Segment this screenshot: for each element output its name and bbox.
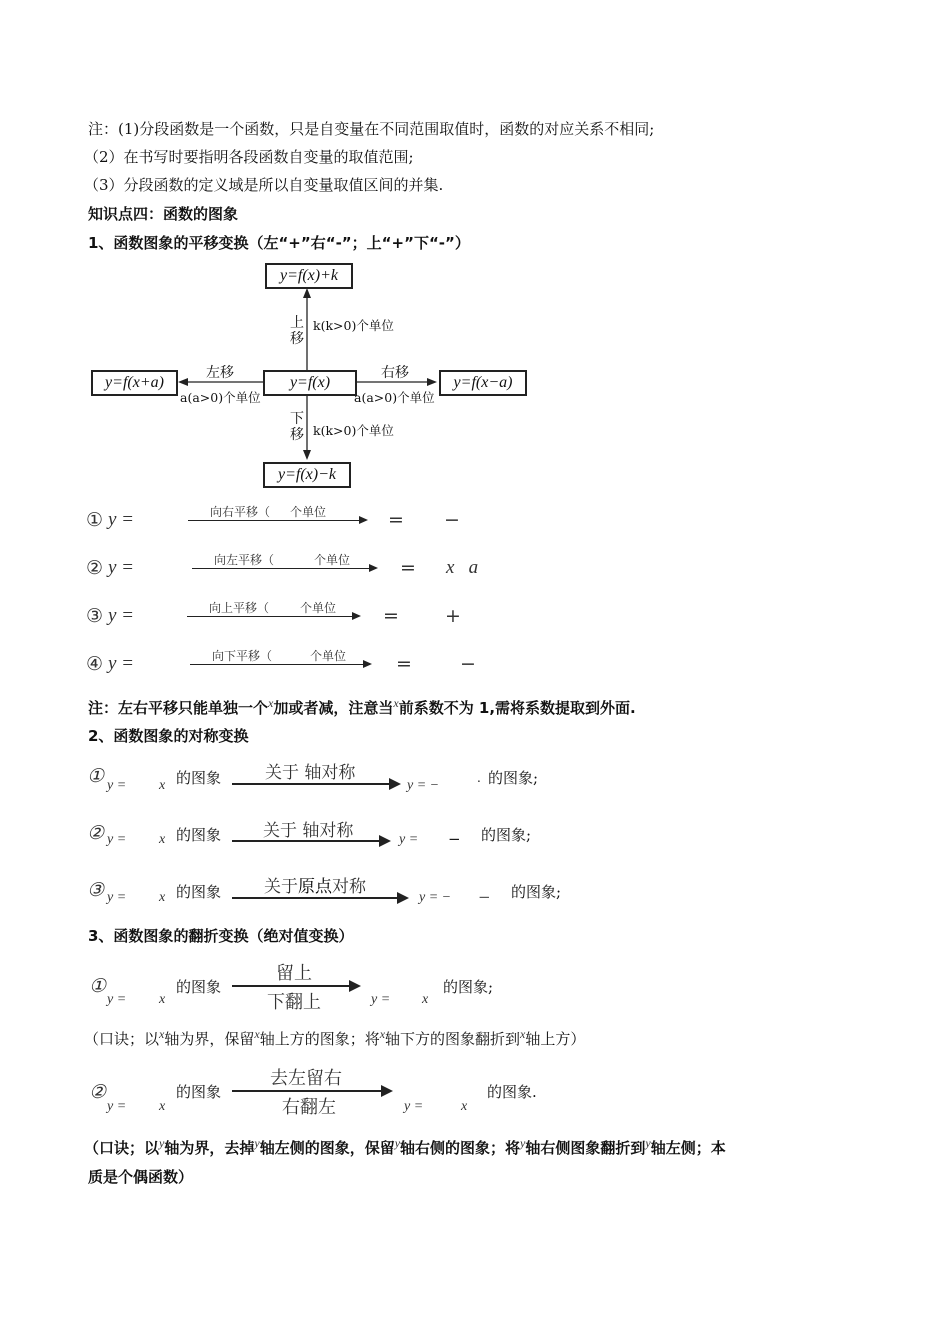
row-eq: = [383,605,399,627]
arrow [187,616,359,617]
fold-2-note [84,1136,726,1158]
row-graph: 的图象 [176,978,222,996]
row-graph: 的图象 [176,883,222,901]
arrow-bottom-label: 下翻上 [267,992,321,1013]
down-char-2: 移 [290,427,304,443]
row-x: x [159,890,166,905]
box-top: y=f(x)+k [265,263,353,289]
row-number: ② [86,557,104,579]
row-lhs: y = [107,778,127,793]
row-lhs: y = [107,832,127,847]
row-rhs: y = − [407,778,440,793]
arrow [232,897,406,899]
row-lhs: y = [107,992,127,1007]
shift-note-c: 前系数不为 1,需将系数提取到外面. [398,699,636,717]
row-rhs: y = [404,1099,424,1114]
arrow-label-b: 个单位 [290,505,327,519]
arrow [192,568,376,569]
arrow [232,840,388,842]
right-word: 右移 [381,365,409,381]
shift-note [88,696,636,718]
row-x: x [159,832,166,847]
row-number: ④ [86,653,104,675]
arrow [188,520,366,521]
arrow-label-a: 向下平移（ [212,649,273,663]
fold-1-note [84,1027,585,1049]
arrow-top-label: 留上 [276,963,312,984]
row-number: ② [87,823,105,844]
box-center: y=f(x) [263,370,357,396]
row-lhs: y = [108,605,135,626]
subsection-1-title: 1、函数图象的平移变换（左“+”右“-”；上“+”下“-”） [88,234,470,252]
shift-note-x1: x [268,696,274,710]
row-number: ① [87,766,105,787]
note-x1: x [159,1027,165,1041]
note-d: 轴下方的图象翻折到 [385,1030,521,1048]
row-lhs: y = [107,1099,127,1114]
up-char-1: 上 [290,315,304,331]
row-graph: 的图象 [176,826,222,844]
note-e: 轴上方） [525,1030,586,1048]
note-x2: x [254,1027,260,1041]
note-x4: x [520,1027,526,1041]
row-eq: = [396,653,412,675]
row-tail: 的图象; [481,826,532,844]
left-word: 左移 [206,365,234,381]
note-x3: x [379,1027,386,1041]
note-y1: y [159,1136,165,1150]
note-b: 轴为界，保留 [164,1030,255,1048]
note-c: 轴上方的图象；将 [259,1030,380,1048]
arrow [232,985,358,987]
row-graph: 的图象 [176,1083,222,1101]
subsection-3-title: 3、函数图象的翻折变换（绝对值变换） [88,927,354,945]
section-title: 知识点四：函数的图象 [88,205,239,223]
arrow [232,1090,390,1092]
row-rhs: y = [371,992,391,1007]
row-tail: 的图象; [488,769,539,787]
down-char-1: 下 [290,411,304,427]
row-tail: − [444,509,460,531]
note-a: （口诀；以 [84,1030,160,1048]
note-a: （口诀；以 [84,1139,160,1157]
row-dash: − [478,888,491,906]
diagram-arrows [0,0,950,500]
arrow-label-b: 个单位 [310,649,347,663]
row-rhs: y = [399,832,419,847]
up-char-2: 移 [290,331,304,347]
right-condition: a(a>0)个单位 [354,390,435,405]
row-tail: + [445,605,461,627]
left-condition: a(a>0)个单位 [180,390,261,405]
arrow-top-label: 去左留右 [270,1068,342,1089]
arrow-label-b: 个单位 [300,601,337,615]
row-lhs: y = [108,653,135,674]
label-about: 关于 [264,877,298,897]
row-number: ③ [86,605,104,627]
row-graph: 的图象 [176,769,222,787]
row-tail: 的图象. [487,1083,537,1101]
arrow [190,664,370,665]
box-left: y=f(x+a) [91,370,178,396]
arrow-label [264,872,366,897]
note-y2: y [254,1136,260,1150]
note-f: 轴左侧；本 [650,1139,726,1157]
arrow-label: 关于 轴对称 [263,821,354,841]
row-tail: 的图象; [443,978,494,996]
row-x: x [159,992,166,1007]
row-tail: − [460,653,476,675]
label-symmetric: 对称 [332,877,366,897]
note-b: 轴为界，去掉 [164,1139,255,1157]
down-condition: k(k>0)个单位 [313,423,394,438]
row-tail: x a [446,557,479,578]
subsection-2-title: 2、函数图象的对称变换 [88,727,249,745]
arrow-bottom-label: 右翻左 [282,1097,336,1118]
row-rhs: y = − [419,890,452,905]
row-lhs: y = [107,890,127,905]
arrow [232,783,398,785]
arrow-label-a: 向左平移（ [214,553,275,567]
box-right: y=f(x−a) [439,370,527,396]
row-number: ② [89,1082,107,1103]
row-dot: . [477,771,481,785]
row-x: x [159,778,166,793]
arrow-label: 关于 轴对称 [265,763,356,783]
note-e: 轴右侧图象翻折到 [525,1139,646,1157]
box-bottom: y=f(x)−k [263,462,351,488]
note-1: 注：(1)分段函数是一个函数，只是自变量在不同范围取值时，函数的对应关系不相同; [88,120,655,138]
row-eq: = [388,509,404,531]
row-number: ③ [87,880,105,901]
row-tail: 的图象; [511,883,562,901]
arrow-label-a: 向上平移（ [209,601,270,615]
note-y5: y [645,1136,651,1150]
row-number: ① [89,976,107,997]
shift-note-a: 注：左右平移只能单独一个 [88,699,269,717]
note-c: 轴左侧的图象，保留 [259,1139,395,1157]
fold-2-note-line2: 质是个偶函数） [88,1168,194,1186]
row-eq: = [400,557,416,579]
shift-note-b: 加或者减，注意当 [273,699,394,717]
note-2: （2）在书写时要指明各段函数自变量的取值范围; [84,148,414,166]
note-d: 轴右侧的图象；将 [400,1139,521,1157]
row-number: ① [86,509,104,531]
up-condition: k(k>0)个单位 [313,318,394,333]
row-lhs: y = [108,557,135,578]
shift-note-x2: x [393,696,399,710]
note-y4: y [520,1136,526,1150]
row-x: x [159,1099,166,1114]
arrow-label-a: 向右平移（ [210,505,271,519]
row-dash: − [448,830,461,848]
note-3: （3）分段函数的定义域是所以自变量取值区间的并集. [84,176,444,194]
note-y3: y [394,1136,401,1150]
row-rx: x [422,992,429,1007]
label-origin: 原点 [298,877,332,897]
row-lhs: y = [108,509,135,530]
row-rx: x [461,1099,468,1114]
arrow-label-b: 个单位 [314,553,351,567]
